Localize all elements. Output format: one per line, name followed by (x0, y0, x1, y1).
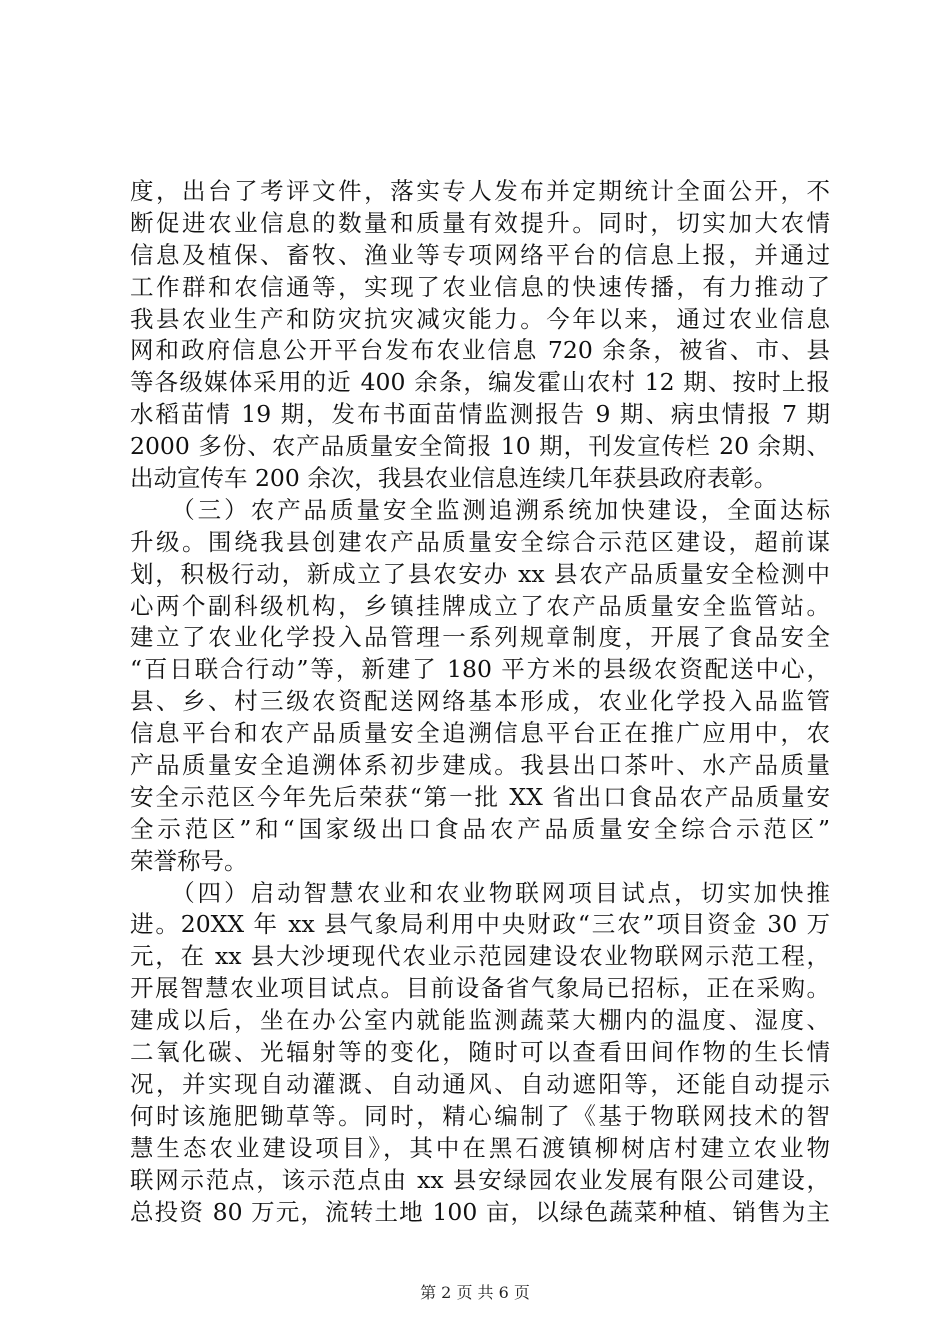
text-line: 升级。围绕我县创建农产品质量安全综合示范区建设，超前谋 (130, 527, 830, 556)
text-line: 网和政府信息公开平台发布农业信息 720 余条，被省、市、县 (130, 336, 830, 365)
text-line: 全示范区”和“国家级出口食品农产品质量安全综合示范区” (130, 814, 830, 843)
text-line: 何时该施肥锄草等。同时，精心编制了《基于物联网技术的智 (130, 1101, 830, 1130)
text-line: 产品质量安全追溯体系初步建成。我县出口茶叶、水产品质量 (130, 751, 830, 780)
text-line: 开展智慧农业项目试点。目前设备省气象局已招标，正在采购。 (130, 974, 830, 1003)
text-line: 等各级媒体采用的近 400 余条，编发霍山农村 12 期、按时上报 (130, 368, 830, 397)
text-line: （三）农产品质量安全监测追溯系统加快建设，全面达标 (130, 495, 830, 524)
text-line: 总投资 80 万元，流转土地 100 亩，以绿色蔬菜种植、销售为主 (130, 1197, 830, 1226)
text-line: 建成以后，坐在办公室内就能监测蔬菜大棚内的温度、湿度、 (130, 1006, 830, 1035)
text-line: 度，出台了考评文件，落实专人发布并定期统计全面公开，不 (130, 177, 830, 205)
text-line: 进。20XX 年 xx 县气象局利用中央财政“三农”项目资金 30 万 (130, 910, 830, 939)
text-line: 慧生态农业建设项目》，其中在黑石渡镇柳树店村建立农业物 (130, 1133, 830, 1162)
text-line: 工作群和农信通等，实现了农业信息的快速传播，有力推动了 (130, 272, 830, 301)
text-line: 我县农业生产和防灾抗灾减灾能力。今年以来，通过农业信息 (130, 304, 830, 333)
text-line: “百日联合行动”等，新建了 180 平方米的县级农资配送中心， (130, 655, 830, 684)
text-line: 建立了农业化学投入品管理一系列规章制度，开展了食品安全 (130, 623, 830, 652)
text-line: 二氧化碳、光辐射等的变化，随时可以查看田间作物的生长情 (130, 1038, 830, 1067)
text-line: 元，在 xx 县大沙埂现代农业示范园建设农业物联网示范工程， (130, 942, 830, 971)
text-line: 信息及植保、畜牧、渔业等专项网络平台的信息上报，并通过 (130, 240, 830, 269)
text-line: （四）启动智慧农业和农业物联网项目试点，切实加快推 (130, 878, 830, 907)
text-line: 断促进农业信息的数量和质量有效提升。同时，切实加大农情 (130, 208, 830, 237)
text-line: 联网示范点，该示范点由 xx 县安绿园农业发展有限公司建设， (130, 1165, 830, 1194)
text-line: 况，并实现自动灌溉、自动通风、自动遮阳等，还能自动提示 (130, 1069, 830, 1098)
text-line: 出动宣传车 200 余次，我县农业信息连续几年获县政府表彰。 (130, 464, 778, 493)
text-line: 2000 多份、农产品质量安全简报 10 期，刊发宣传栏 20 余期、 (130, 432, 830, 461)
document-body (130, 176, 830, 1228)
page-number: 第 2 页 共 6 页 (420, 1283, 530, 1302)
text-line: 划，积极行动，新成立了县农安办 xx 县农产品质量安全检测中 (130, 559, 830, 588)
text-line: 荣誉称号。 (130, 846, 248, 875)
text-line: 水稻苗情 19 期，发布书面苗情监测报告 9 期、病虫情报 7 期 (130, 400, 830, 429)
text-line: 县、乡、村三级农资配送网络基本形成，农业化学投入品监管 (130, 687, 830, 716)
text-line: 心两个副科级机构，乡镇挂牌成立了农产品质量安全监管站。 (130, 591, 830, 620)
text-line: 信息平台和农产品质量安全追溯信息平台正在推广应用中，农 (130, 719, 830, 748)
text-line: 安全示范区今年先后荣获“第一批 XX 省出口食品农产品质量安 (130, 782, 830, 811)
